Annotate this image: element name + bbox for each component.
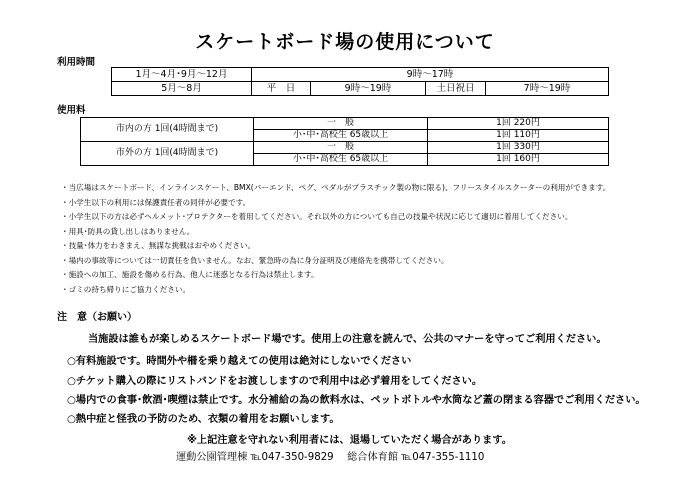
fee-category: 一 般 (254, 142, 428, 154)
hours-heading: 利用時間 (57, 57, 96, 68)
hours-period-1: 1月〜4月･9月〜12月 (112, 68, 252, 82)
note-item: ・小学生以下の方は必ずヘルメット･プロテクターを着用してください。それ以外の方についても自己の技量や状況に応じて適切に着用してください。 (61, 212, 573, 221)
page-title: スケートボード場の使用について (195, 31, 495, 53)
caution-heading: 注 意（お願い） (57, 312, 137, 323)
note-item: ・小学生以下の利用には保護責任者の同伴が必要です。 (61, 197, 251, 207)
caution-item: ○熱中症と怪我の予防のため、衣類の着用をお願いします。 (67, 414, 340, 425)
note-item: ・技量･体力をわきまえ、無謀な挑戦はおやめください。 (61, 241, 256, 250)
note-item: ・ゴミの持ち帰りにご協力ください。 (61, 284, 191, 294)
hours-row-1 (112, 68, 609, 82)
fee-price: 1回 160円 (428, 154, 609, 166)
fee-category: 一 般 (254, 118, 428, 130)
fee-category: 小･中･高校生 65歳以上 (254, 130, 428, 142)
fee-residents-label: 市内の方 1回(4時間まで) (81, 118, 254, 142)
note-item: ・施設への加工、施設を傷める行為、他人に迷惑となる行為は禁止します。 (61, 270, 319, 279)
fee-price: 1回 330円 (428, 142, 609, 154)
note-item: ・場内の事故等については一切責任を負いません。なお、緊急時の為に身分証明及び連絡先を携帯してください。 (61, 255, 449, 265)
note-item: ・用具･防具の貸し出しはありません。 (61, 226, 195, 236)
caution-item: ○チケット購入の際にリストバンドをお渡ししますので利用中は必ず着用をしてください。 (67, 376, 483, 387)
fee-row (81, 118, 609, 130)
fees-heading: 使用料 (57, 105, 86, 116)
hours-weekend-label: 土日祝日 (426, 82, 486, 96)
fees-table (80, 117, 609, 166)
hours-row-2 (112, 82, 609, 96)
hours-table (111, 67, 609, 96)
notes-list (61, 181, 610, 297)
footer-contacts: 運動公園管理棟 ℡047-350-9829 総合体育館 ℡047-355-1110 (176, 452, 485, 463)
hours-period-2: 5月〜8月 (112, 82, 252, 96)
fee-nonresidents-label: 市外の方 1回(4時間まで) (81, 142, 254, 166)
hours-weekday-time: 9時〜19時 (311, 82, 426, 96)
caution-intro: 当施設は誰もが楽しめるスケートボード場です。使用上の注意を読んで、公共のマナーを守ってご利用ください。 (88, 334, 607, 345)
fee-category: 小･中･高校生 65歳以上 (254, 154, 428, 166)
hours-time-1: 9時〜17時 (252, 68, 609, 82)
caution-item: ○有料施設です。時間外や柵を乗り越えての使用は絶対にしないでください (67, 356, 412, 367)
fee-price: 1回 110円 (428, 130, 609, 142)
caution-warning: ※上記注意を守れない利用者には、退場していただく場合があります。 (187, 435, 512, 446)
hours-weekday-label: 平 日 (252, 82, 311, 96)
note-item: ・当広場はスケートボード、インラインスケート、BMX(バーエンド、ペグ、ペダルがプラスチック製の物に限る)、フリースタイルスクーターの利用ができます。 (61, 183, 611, 192)
fee-row (81, 142, 609, 154)
hours-weekend-time: 7時〜19時 (486, 82, 609, 96)
caution-item: ○場内での食事･飲酒･喫煙は禁止です。水分補給の為の飲料水は、ペットボトルや水筒など蓋の閉まる容器でご利用ください。 (67, 395, 646, 406)
fee-price: 1回 220円 (428, 118, 609, 130)
